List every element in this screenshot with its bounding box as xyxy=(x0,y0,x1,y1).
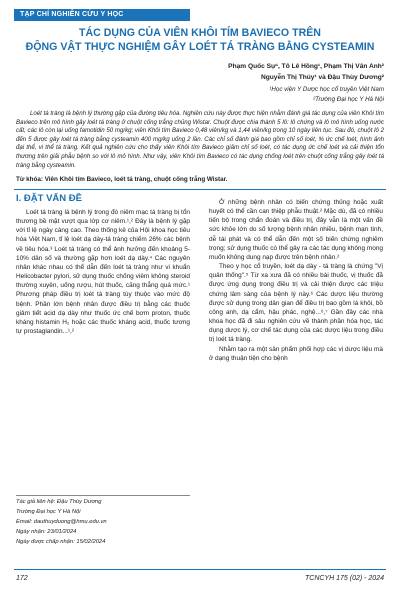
corresponding-institution: Trường Đại học Y Hà Nội xyxy=(16,509,81,515)
authors-line-1: Phạm Quốc Sự¹, Tô Lê Hồng¹, Phạm Thị Vân Anh² xyxy=(228,63,384,70)
journal-section-tag: TẠP CHÍ NGHIÊN CỨU Y HỌC xyxy=(14,9,190,21)
right-paragraph-3: Nhằm tạo ra một sản phẩm phối hợp các vị dược liệu mà ở dạng thuận tiện cho bệnh xyxy=(209,345,383,362)
journal-reference: TCNCYH 175 (02) - 2024 xyxy=(305,575,384,582)
title-line-2: ĐỘNG VẬT THỰC NGHIỆM GÂY LOÉT TÁ TRÀNG BẰNG CYSTEAMIN xyxy=(25,41,375,53)
page-number: 172 xyxy=(16,575,28,582)
affiliations xyxy=(269,85,384,104)
title-line-1: TÁC DỤNG CỦA VIÊN KHÔI TÍM BAVIECO TRÊN xyxy=(79,27,321,39)
keywords: Từ khóa: Viên Khôi tím Bavieco, loét tá tràng, chuột cống trắng Wistar. xyxy=(16,176,228,183)
corresponding-email: Email: dauthuyduong@hmu.edu.vn xyxy=(16,519,107,525)
section-divider xyxy=(14,189,386,190)
correspondence-block xyxy=(16,497,190,547)
section-heading: I. ĐẶT VẤN ĐỀ xyxy=(16,193,82,204)
left-paragraph-1: Loét tá tràng là bệnh lý trong đó niêm mạc tá tràng bị tổn thương bề mặt vượt qua lớp cơ niêm.¹,² Đây là bệnh lý gặp với tỉ lệ ngày càng cao. Theo thống kê của Hội khoa học tiêu hóa Việt Nam, tỉ lệ loét dạ dày-tá tràng chiếm 26% các bệnh về tiêu hóa.³ Loét tá tràng có thể ảnh hưởng đến khoảng 5-10% dân số và thường gặp hơn loét dạ dày.⁴ Các nguyên nhân khác nhau có thể dẫn đến loét tá tràng như vi khuẩn Helicobacter pylori, sử dụng thuốc chống viêm không steroid thường xuyên, uống rượu, hút thuốc, căng thẳng quá mức.¹ Phương pháp điều trị loét tá tràng tùy thuộc vào mức độ bệnh. Phần lớn bệnh nhân được điều trị bằng các thuốc giảm tiết acid dạ dày như thuốc ức chế bơm proton, thuốc kháng histamin H₂ hoặc các thuốc kháng acid, thuốc tương tự prostaglandin...¹,² xyxy=(16,209,190,336)
right-column xyxy=(209,198,383,363)
left-column xyxy=(16,208,190,336)
affiliation-2: ²Trường Đại học Y Hà Nội xyxy=(313,95,384,103)
abstract: Loét tá tràng là bệnh lý thường gặp của đường tiêu hóa. Nghiên cứu này được thực hiện nhằm đánh giá tác dụng của viên Khôi tím Bavieco trên mô hình gây loét tá tràng ở chuột cống trắng chủng Wistar. Chuột được chia thành 5 lô: lô chứng và lô mô hình uống nước cất, các lô còn lại uống famotidin 50 mg/kg; viên Khôi tím Bavieco 0,48 viên/kg và 1,44 viên/kg trong 10 ngày liên tục. Sau đó, chuột lô 2 đến 5 được gây loét tá tràng bằng cysteamin 400 mg/kg uống 2 lần. Các chỉ số đánh giá bao gồm chỉ số loét, % ức chế loét, hình ảnh đại thể, vi thể tá tràng. Kết quả nghiên cứu cho thấy viên Khôi tím Bavieco giảm chỉ số loét, có tác dụng ức chế loét và cải thiện tổn thương trên giải phẫu bệnh so với lô mô hình. Như vậy, viên Khôi tím Bavieco có tác dụng chống loét trên chuột cống trắng gây loét tá tràng bằng cysteamin. xyxy=(16,110,384,169)
affiliation-1: ¹Học viện Y Dược học cổ truyền Việt Nam xyxy=(269,86,384,93)
footer-divider xyxy=(14,569,386,570)
article-title xyxy=(14,26,386,54)
right-paragraph-1: Ở những bệnh nhân có biến chứng thủng hoặc xuất huyết có thể cần can thiệp phẫu thuật.² Mặc dù, đã có nhiều tiến bộ trong chẩn đoán và điều trị, đây vẫn là một vấn đề sức khỏe lớn do số lượng bệnh nhân nhiều, bệnh mạn tính, dễ tái phát và có thể dẫn đến một số biến chứng nghiêm trọng; sử dụng thuốc có thể gây ra các tác dụng không mong muốn không dung nạp được trên bệnh nhân.² xyxy=(209,199,383,261)
accepted-date: Ngày được chấp nhận: 15/02/2024 xyxy=(16,539,106,545)
corresponding-author: Tác giả liên hệ: Đậu Thùy Dương xyxy=(16,499,102,505)
received-date: Ngày nhận: 23/01/2024 xyxy=(16,529,77,535)
correspondence-divider xyxy=(16,495,190,496)
right-paragraph-2: Theo y học cổ truyền, loét dạ dày - tá tràng là chứng "Vị quản thống".⁵ Từ xa xưa đã có nhiều bài thuốc, vị thuốc đã được ứng dụng trong điều trị và cải thiện được các triệu chứng lâm sàng của bệnh lý này.⁶ Các dược liệu thường được sử dụng trong dân gian để điều trị bao gồm lá khôi, bồ công anh, dạ cẩm, hậu phác, nghệ...⁶,⁷ Gần đây các nhà khoa học đã đi sâu nghiên cứu về thành phần hóa học, tác dụng dược lý, cơ chế tác dụng của các dược liệu trong điều trị loét tá tràng. xyxy=(209,263,383,344)
authors-line-2: Nguyễn Thị Thúy¹ và Đậu Thùy Dương² xyxy=(260,73,384,81)
author-list xyxy=(228,62,384,83)
